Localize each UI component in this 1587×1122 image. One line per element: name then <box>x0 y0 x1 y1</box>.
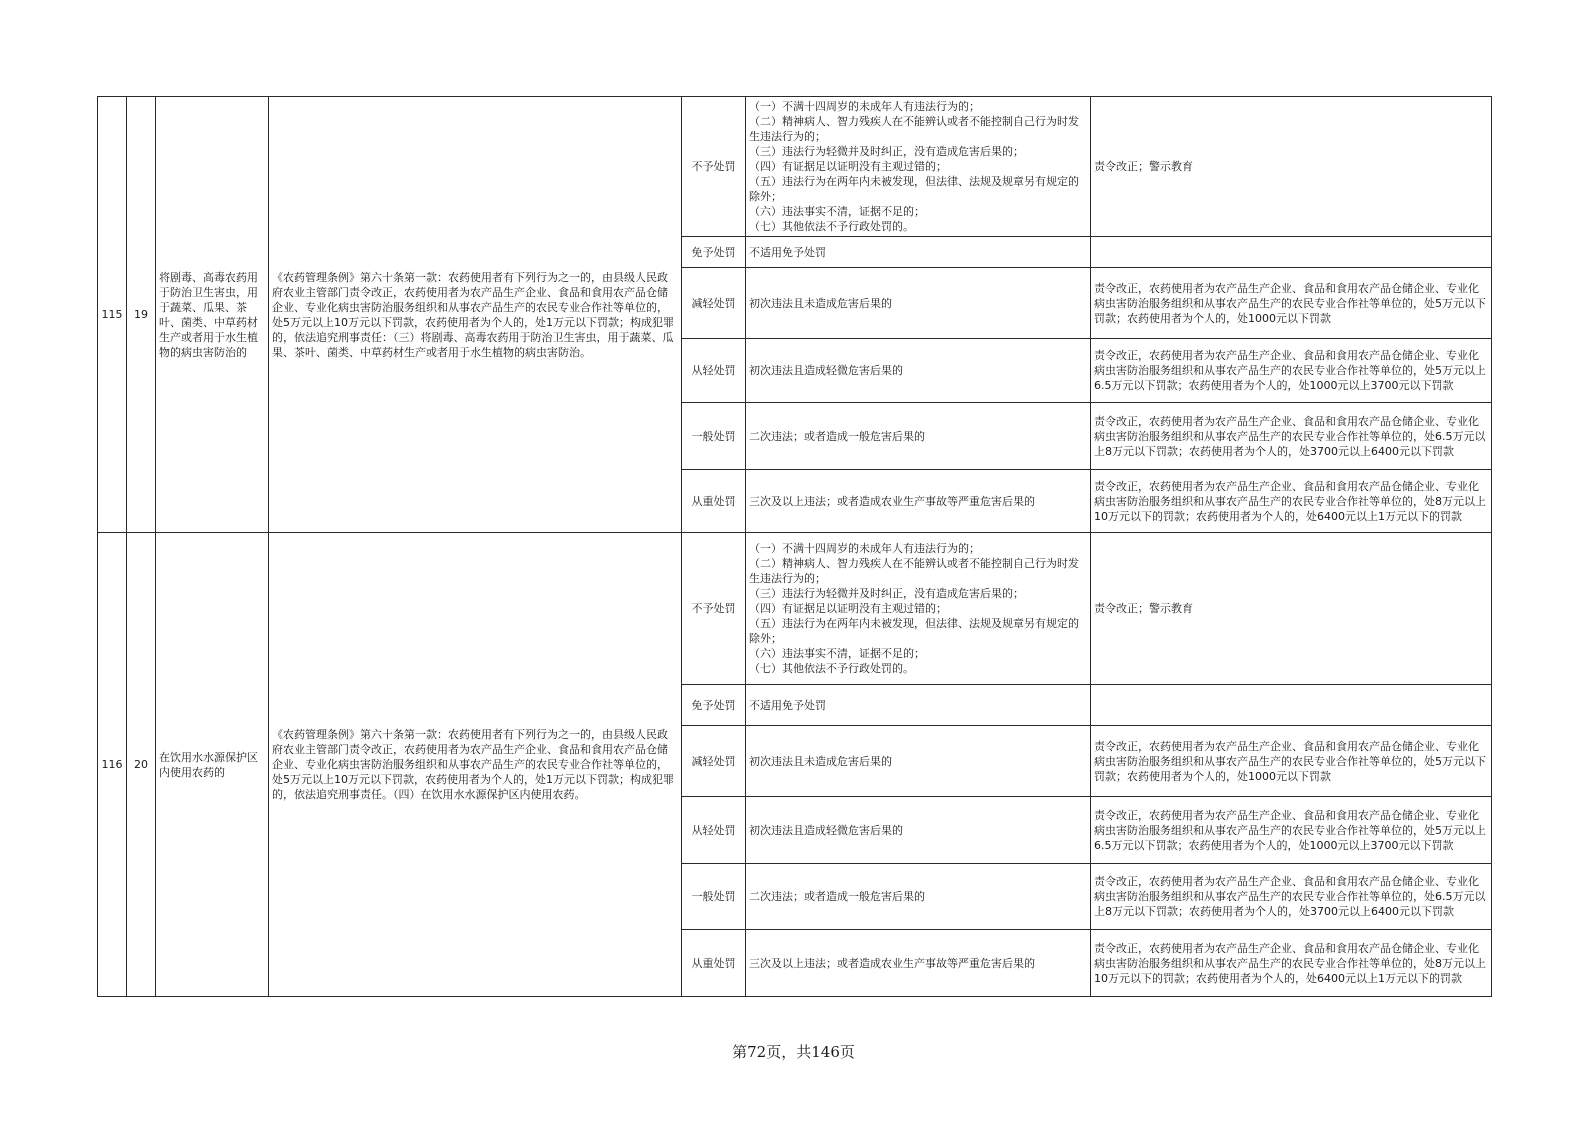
table-body <box>98 97 1492 997</box>
penalty-measure <box>1091 685 1492 726</box>
penalty-level: 免予处罚 <box>682 685 746 726</box>
penalty-conditions <box>746 864 1091 930</box>
condition-line: 初次违法且未造成危害后果的 <box>749 754 892 768</box>
condition-line: （四）有证据足以证明没有主观过错的； <box>749 160 947 173</box>
condition-line: （六）违法事实不清，证据不足的； <box>749 205 925 218</box>
legal-basis: 《农药管理条例》第六十条第一款：农药使用者有下列行为之一的，由县级人民政府农业主管部门责令改正，农药使用者为农产品生产企业、食品和食用农产品仓储企业、专业化病虫害防治服务组织和从事农产品生产的农民专业合作社等单位的，处5万元以上10万元以下罚款，农药使用者为个人的，处1万元以下罚款；构成犯罪的，依法追究刑事责任。（四）在饮用水水源保护区内使用农药。 <box>269 533 682 997</box>
penalty-level: 一般处罚 <box>682 403 746 470</box>
penalty-conditions <box>746 726 1091 797</box>
penalty-conditions <box>746 97 1091 237</box>
penalty-level: 从轻处罚 <box>682 797 746 864</box>
condition-line: （三）违法行为轻微并及时纠正，没有造成危害后果的； <box>749 145 1024 158</box>
condition-line: 二次违法；或者造成一般危害后果的 <box>749 890 925 903</box>
penalty-conditions <box>746 797 1091 864</box>
penalty-measure: 责令改正；警示教育 <box>1091 533 1492 685</box>
penalty-conditions <box>746 470 1091 533</box>
page-number: 第72页，共146页 <box>732 1043 855 1061</box>
condition-line: （一）不满十四周岁的未成年人有违法行为的； <box>749 100 980 113</box>
penalty-measure: 责令改正，农药使用者为农产品生产企业、食品和食用农产品仓储企业、专业化病虫害防治服务组织和从事农产品生产的农民专业合作社等单位的，处8万元以上10万元以下的罚款；农药使用者为个人的，处6400元以上1万元以下的罚款 <box>1091 930 1492 997</box>
penalty-level: 不予处罚 <box>682 97 746 237</box>
condition-line: （三）违法行为轻微并及时纠正，没有造成危害后果的； <box>749 587 1024 600</box>
penalty-level: 从轻处罚 <box>682 339 746 403</box>
item-sub-number: 19 <box>127 97 156 533</box>
condition-line: （二）精神病人、智力残疾人在不能辨认或者不能控制自己行为时发生违法行为的； <box>749 115 1079 143</box>
condition-line: （七）其他依法不予行政处罚的。 <box>749 220 914 233</box>
penalty-conditions <box>746 533 1091 685</box>
penalty-conditions <box>746 268 1091 339</box>
penalty-level: 不予处罚 <box>682 533 746 685</box>
penalty-conditions <box>746 930 1091 997</box>
penalty-conditions <box>746 339 1091 403</box>
table-row <box>98 97 1492 237</box>
penalty-measure: 责令改正，农药使用者为农产品生产企业、食品和食用农产品仓储企业、专业化病虫害防治服务组织和从事农产品生产的农民专业合作社等单位的，处6.5万元以上8万元以下罚款；农药使用者为个人的，处3700元以上6400元以下罚款 <box>1091 864 1492 930</box>
penalty-level: 免予处罚 <box>682 237 746 268</box>
condition-line: 二次违法；或者造成一般危害后果的 <box>749 429 925 443</box>
penalty-level: 从重处罚 <box>682 470 746 533</box>
table-row <box>98 533 1492 685</box>
legal-basis: 《农药管理条例》第六十条第一款：农药使用者有下列行为之一的，由县级人民政府农业主管部门责令改正，农药使用者为农产品生产企业、食品和食用农产品仓储企业、专业化病虫害防治服务组织和从事农产品生产的农民专业合作社等单位的，处5万元以上10万元以下罚款，农药使用者为个人的，处1万元以下罚款；构成犯罪的，依法追究刑事责任：（三）将剧毒、高毒农药用于防治卫生害虫，用于蔬菜、瓜果、茶叶、菌类、中草药材生产或者用于水生植物的病虫害防治。 <box>269 97 682 533</box>
condition-line: （五）违法行为在两年内未被发现，但法律、法规及规章另有规定的除外； <box>749 617 1079 645</box>
item-sequence-number: 116 <box>98 533 127 997</box>
condition-line: （四）有证据足以证明没有主观过错的； <box>749 602 947 615</box>
condition-line: 三次及以上违法；或者造成农业生产事故等严重危害后果的 <box>749 494 1035 508</box>
condition-line: （七）其他依法不予行政处罚的。 <box>749 662 914 675</box>
penalty-level: 一般处罚 <box>682 864 746 930</box>
penalty-measure: 责令改正，农药使用者为农产品生产企业、食品和食用农产品仓储企业、专业化病虫害防治服务组织和从事农产品生产的农民专业合作社等单位的，处8万元以上10万元以下的罚款；农药使用者为个人的，处6400元以上1万元以下的罚款 <box>1091 470 1492 533</box>
condition-line: （六）违法事实不清，证据不足的； <box>749 647 925 660</box>
condition-line: 三次及以上违法；或者造成农业生产事故等严重危害后果的 <box>749 956 1035 970</box>
violation-description: 在饮用水水源保护区内使用农药的 <box>156 533 269 997</box>
penalty-measure: 责令改正，农药使用者为农产品生产企业、食品和食用农产品仓储企业、专业化病虫害防治服务组织和从事农产品生产的农民专业合作社等单位的，处5万元以上6.5万元以下罚款；农药使用者为个人的，处1000元以上3700元以下罚款 <box>1091 797 1492 864</box>
penalty-measure: 责令改正，农药使用者为农产品生产企业、食品和食用农产品仓储企业、专业化病虫害防治服务组织和从事农产品生产的农民专业合作社等单位的，处5万元以下罚款；农药使用者为个人的，处1000元以下罚款 <box>1091 726 1492 797</box>
condition-line: 不适用免予处罚 <box>749 245 826 259</box>
penalty-conditions <box>746 237 1091 268</box>
penalty-measure: 责令改正，农药使用者为农产品生产企业、食品和食用农产品仓储企业、专业化病虫害防治服务组织和从事农产品生产的农民专业合作社等单位的，处5万元以下罚款；农药使用者为个人的，处1000元以下罚款 <box>1091 268 1492 339</box>
penalty-standard-table <box>97 96 1492 997</box>
item-sub-number: 20 <box>127 533 156 997</box>
penalty-measure <box>1091 237 1492 268</box>
condition-line: （二）精神病人、智力残疾人在不能辨认或者不能控制自己行为时发生违法行为的； <box>749 557 1079 585</box>
penalty-measure: 责令改正，农药使用者为农产品生产企业、食品和食用农产品仓储企业、专业化病虫害防治服务组织和从事农产品生产的农民专业合作社等单位的，处5万元以上6.5万元以下罚款；农药使用者为个人的，处1000元以上3700元以下罚款 <box>1091 339 1492 403</box>
condition-line: 不适用免予处罚 <box>749 698 826 712</box>
item-sequence-number: 115 <box>98 97 127 533</box>
condition-line: 初次违法且造成轻微危害后果的 <box>749 823 903 837</box>
penalty-level: 减轻处罚 <box>682 268 746 339</box>
penalty-measure: 责令改正；警示教育 <box>1091 97 1492 237</box>
penalty-conditions <box>746 685 1091 726</box>
condition-line: （一）不满十四周岁的未成年人有违法行为的； <box>749 542 980 555</box>
condition-line: 初次违法且未造成危害后果的 <box>749 296 892 310</box>
penalty-measure: 责令改正，农药使用者为农产品生产企业、食品和食用农产品仓储企业、专业化病虫害防治服务组织和从事农产品生产的农民专业合作社等单位的，处6.5万元以上8万元以下罚款；农药使用者为个人的，处3700元以上6400元以下罚款 <box>1091 403 1492 470</box>
penalty-conditions <box>746 403 1091 470</box>
condition-line: （五）违法行为在两年内未被发现，但法律、法规及规章另有规定的除外； <box>749 175 1079 203</box>
violation-description: 将剧毒、高毒农药用于防治卫生害虫，用于蔬菜、瓜果、茶叶、菌类、中草药材生产或者用于水生植物的病虫害防治的 <box>156 97 269 533</box>
penalty-level: 减轻处罚 <box>682 726 746 797</box>
penalty-level: 从重处罚 <box>682 930 746 997</box>
condition-line: 初次违法且造成轻微危害后果的 <box>749 364 903 377</box>
